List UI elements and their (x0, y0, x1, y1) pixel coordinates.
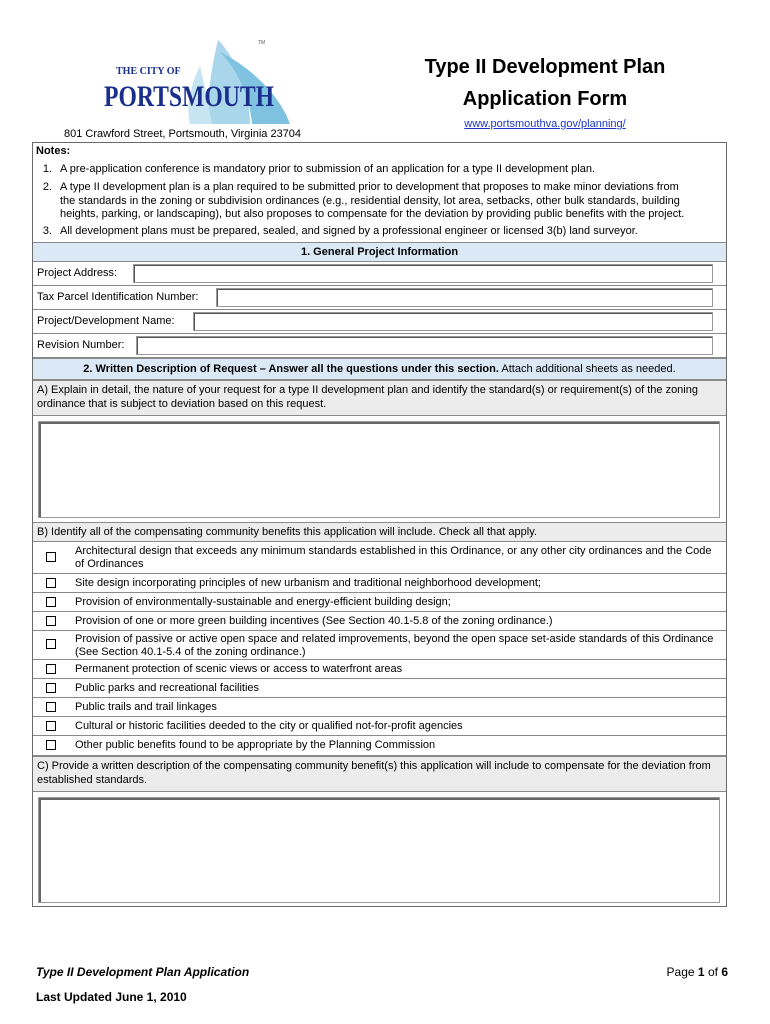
tax-parcel-input[interactable] (216, 288, 713, 307)
last-updated: Last Updated June 1, 2010 (36, 990, 187, 1004)
revision-label: Revision Number: (37, 339, 125, 351)
benefit-checkbox[interactable] (46, 721, 56, 731)
note-number: 2. (42, 181, 52, 193)
benefit-label: Architectural design that exceeds any minimum standards established in this Ordinance, or any other city ordinances and the Code of Ordinances (75, 545, 712, 570)
tax-parcel-row (33, 286, 726, 310)
benefit-label: Permanent protection of scenic views or access to waterfront areas (75, 663, 403, 675)
section2-title: 2. Written Description of Request – Answer all the questions under this section. (83, 363, 499, 375)
page-word: Page (666, 965, 695, 979)
benefit-item (33, 698, 726, 717)
benefit-checkbox[interactable] (46, 552, 56, 562)
page-number (667, 965, 728, 979)
notes-title: Notes: (36, 145, 71, 157)
section1-header: 1. General Project Information (33, 242, 726, 262)
note-number: 3. (42, 225, 52, 237)
question-a-textarea[interactable] (38, 421, 720, 518)
question-c-textarea[interactable] (38, 797, 720, 903)
logo-line2: PORTSMOUTH (104, 80, 274, 113)
project-address-label: Project Address: (37, 267, 118, 279)
benefit-label: Provision of one or more green building incentives (See Section 40.1-5.8 of the zoning ordinance.) (75, 615, 553, 627)
footer-doc-title: Type II Development Plan Application (36, 965, 250, 979)
benefit-checkbox[interactable] (46, 683, 56, 693)
section2-header (33, 358, 726, 380)
revision-input[interactable] (136, 336, 713, 355)
page-of: of (707, 965, 718, 979)
benefit-checkbox[interactable] (46, 740, 56, 750)
tax-parcel-label: Tax Parcel Identification Number: (37, 291, 199, 303)
note-text: All development plans must be prepared, sealed, and signed by a professional engineer or licensed 3(b) land surveyor. (60, 225, 638, 237)
benefit-checkbox[interactable] (46, 597, 56, 607)
project-address-input[interactable] (133, 264, 713, 283)
logo-line1: THE CITY OF (116, 66, 181, 77)
benefit-item (33, 574, 726, 593)
benefit-item (33, 717, 726, 736)
form-title-line1: Type II Development Plan (424, 56, 666, 78)
benefit-checkbox[interactable] (46, 578, 56, 588)
page-total: 6 (721, 965, 728, 979)
benefit-item (33, 612, 726, 631)
benefit-item (33, 679, 726, 698)
revision-row (33, 334, 726, 358)
note-item (36, 181, 726, 223)
question-b: B) Identify all of the compensating community benefits this application will include. Check all that apply. (33, 522, 726, 542)
benefit-label: Provision of environmentally-sustainable and energy-efficient building design; (75, 596, 451, 608)
benefit-checkbox[interactable] (46, 639, 56, 649)
project-name-row (33, 310, 726, 334)
note-number: 1. (42, 163, 52, 175)
benefit-item (33, 736, 726, 756)
benefit-label: Public parks and recreational facilities (75, 682, 260, 694)
note-text: A pre-application conference is mandatory prior to submission of an application for a type II development plan. (60, 163, 596, 175)
benefit-checkbox[interactable] (46, 616, 56, 626)
note-item (36, 163, 726, 177)
project-address-row (33, 262, 726, 286)
city-address: 801 Crawford Street, Portsmouth, Virginia 23704 (64, 128, 302, 140)
question-a: A) Explain in detail, the nature of your request for a type II development plan and identify the standard(s) or requirement(s) of the zoning ordinance that is subject to deviation based on this request. (33, 380, 726, 416)
question-c: C) Provide a written description of the compensating community benefit(s) this application will include to compensate for the deviation from established standards. (33, 756, 726, 792)
benefit-label: Site design incorporating principles of new urbanism and traditional neighborhood development; (75, 577, 541, 589)
benefit-checkbox[interactable] (46, 702, 56, 712)
benefit-item (33, 660, 726, 679)
benefit-label: Public trails and trail linkages (75, 701, 217, 713)
benefit-item (33, 631, 726, 660)
benefit-label: Cultural or historic facilities deeded to the city or qualified not-for-profit agencies (75, 720, 463, 732)
planning-url-link[interactable]: www.portsmouthva.gov/planning/ (464, 118, 626, 130)
section2-subtitle: Attach additional sheets as needed. (498, 363, 676, 375)
benefit-item (33, 542, 726, 574)
benefit-label: Other public benefits found to be appropriate by the Planning Commission (75, 739, 436, 751)
benefit-checkbox[interactable] (46, 664, 56, 674)
note-item (36, 225, 726, 239)
project-name-label: Project/Development Name: (37, 315, 175, 327)
benefit-label: Provision of passive or active open space and related improvements, beyond the open space set-aside standards of this Ordinance (See Section 40.1-5.4 of the zoning ordinance.) (75, 633, 714, 658)
logo-tm: TM (258, 40, 266, 46)
note-text: A type II development plan is a plan required to be submitted prior to development that proposes to make minor deviations from the standards in the zoning or subdivision ordinances (e.g., residential density, lot area, setbacks, other bulk standards, building heights, parking, or landscaping), but also proposes to compensate for the deviation by providing public benefits with the project. (60, 181, 685, 220)
benefit-item (33, 593, 726, 612)
form-title-line2: Application Form (462, 88, 628, 110)
city-logo (100, 36, 300, 128)
project-name-input[interactable] (193, 312, 713, 331)
page-current: 1 (697, 965, 705, 979)
